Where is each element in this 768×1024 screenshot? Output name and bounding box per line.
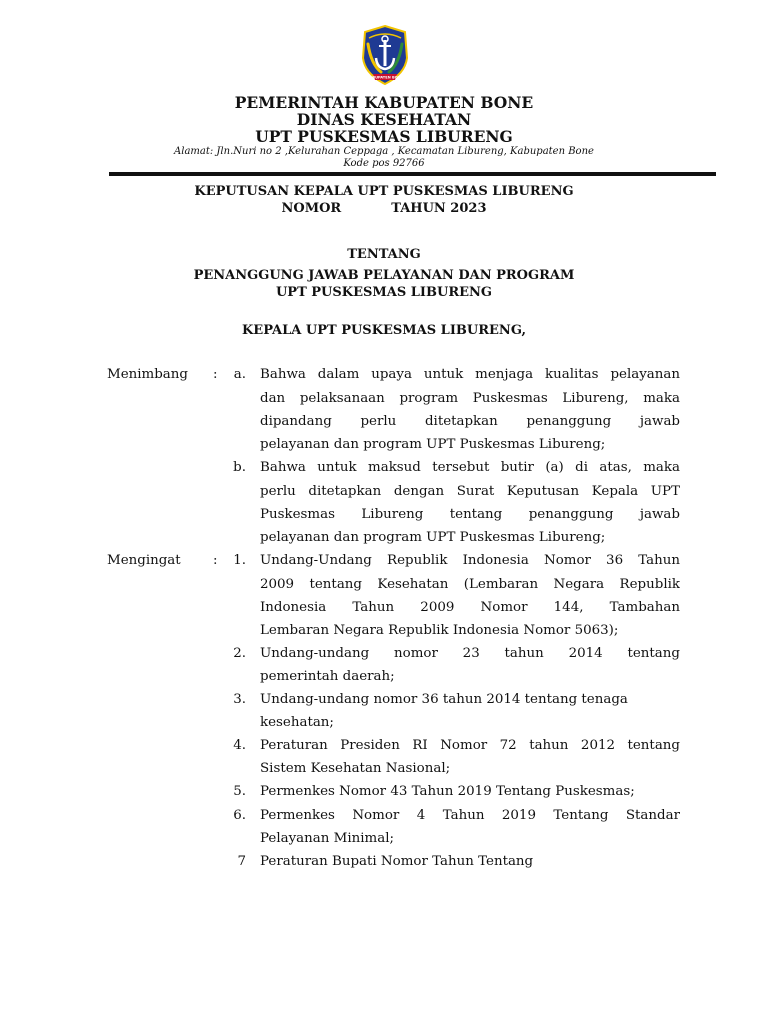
- item-line: Indonesia Tahun 2009 Nomor 144, Tambahan: [260, 600, 680, 615]
- decree-subject-line-2: UPT PUSKESMAS LIBURENG: [275, 285, 493, 300]
- item-line: pelayanan dan program UPT Puskesmas Libureng;: [260, 530, 606, 545]
- mengingat-colon: :: [213, 553, 218, 568]
- menimbang-label: Menimbang: [107, 367, 188, 382]
- item-marker: 3.: [233, 692, 246, 707]
- letterhead-department: DINAS KESEHATAN: [296, 110, 472, 129]
- item-marker: 7: [237, 854, 246, 869]
- decree-tahun-label: TAHUN 2023: [391, 201, 487, 216]
- decree-subject-line-1: PENANGGUNG JAWAB PELAYANAN DAN PROGRAM: [193, 268, 575, 283]
- logo-banner-text: KABUPATEN BONE: [366, 75, 404, 80]
- letterhead-divider: [109, 172, 716, 176]
- item-line: dipandang perlu ditetapkan penanggung jawab: [260, 414, 680, 429]
- item-marker: 5.: [233, 784, 246, 799]
- letterhead-address: Alamat: Jln.Nuri no 2 ,Kelurahan Ceppaga , Kecamatan Libureng, Kabupaten Bone: [174, 146, 594, 157]
- letterhead-government: PEMERINTAH KABUPATEN BONE: [234, 93, 534, 112]
- item-line: Bahwa untuk maksud tersebut butir (a) di atas, maka: [260, 460, 680, 475]
- item-marker: b.: [233, 460, 246, 475]
- item-line: pemerintah daerah;: [260, 669, 395, 684]
- item-marker: 1.: [233, 553, 246, 568]
- menimbang-colon: :: [213, 367, 218, 382]
- item-marker: a.: [233, 367, 246, 382]
- decree-number-line: [0, 201, 768, 217]
- decree-nomor-label: NOMOR: [281, 201, 342, 216]
- kabupaten-bone-emblem-icon: [361, 24, 409, 88]
- decree-issuer: KEPALA UPT PUSKESMAS LIBURENG,: [242, 323, 526, 338]
- decree-title: KEPUTUSAN KEPALA UPT PUSKESMAS LIBURENG: [194, 184, 574, 199]
- mengingat-label: Mengingat: [107, 553, 181, 568]
- item-line: Undang-Undang Republik Indonesia Nomor 36 Tahun: [260, 553, 680, 568]
- letterhead-postal-code: Kode pos 92766: [343, 158, 425, 169]
- item-marker: 6.: [233, 808, 246, 823]
- item-marker: 4.: [233, 738, 246, 753]
- item-line: Puskesmas Libureng tentang penanggung jawab: [260, 507, 680, 522]
- decree-tentang: TENTANG: [347, 247, 421, 262]
- item-line: Permenkes Nomor 4 Tahun 2019 Tentang Standar: [260, 808, 680, 823]
- item-line: Permenkes Nomor 43 Tahun 2019 Tentang Puskesmas;: [260, 784, 635, 799]
- item-line: perlu ditetapkan dengan Surat Keputusan Kepala UPT: [260, 484, 680, 499]
- item-line: Undang-undang nomor 36 tahun 2014 tentang tenaga: [260, 692, 628, 707]
- item-line: Pelayanan Minimal;: [260, 831, 395, 846]
- item-line: Peraturan Bupati Nomor Tahun Tentang: [260, 854, 534, 869]
- item-line: 2009 tentang Kesehatan (Lembaran Negara Republik: [260, 577, 680, 592]
- item-line: pelayanan dan program UPT Puskesmas Libureng;: [260, 437, 606, 452]
- item-line: kesehatan;: [260, 715, 334, 730]
- letterhead-unit: UPT PUSKESMAS LIBURENG: [255, 127, 513, 146]
- item-line: Undang-undang nomor 23 tahun 2014 tentang: [260, 646, 680, 661]
- item-line: Sistem Kesehatan Nasional;: [260, 761, 451, 776]
- item-line: Peraturan Presiden RI Nomor 72 tahun 2012 tentang: [260, 738, 680, 753]
- item-line: Bahwa dalam upaya untuk menjaga kualitas pelayanan: [260, 367, 680, 382]
- item-marker: 2.: [233, 646, 246, 661]
- item-line: Lembaran Negara Republik Indonesia Nomor 5063);: [260, 623, 619, 638]
- item-line: dan pelaksanaan program Puskesmas Libureng, maka: [260, 391, 680, 406]
